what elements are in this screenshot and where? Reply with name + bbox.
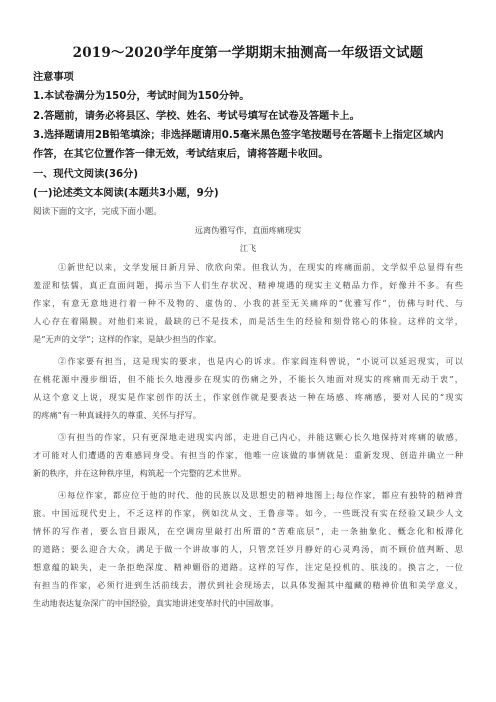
section-heading: 一、现代文阅读(36分): [33, 169, 138, 180]
notice-item-1: 1.本试卷满分为150分，考试时间为150分钟。: [33, 91, 250, 102]
paragraph-line: 生动地表达复杂深广的中国经验，真实地讲述变革时代的中国故事。: [33, 598, 279, 608]
paragraph-line: 新的秩序，并在这种秩序里，构筑起一个完整的艺术世界。: [33, 468, 246, 478]
reading-instruction: 阅读下面的文字，完成下面小题。: [33, 207, 162, 217]
notice-item-3-cont: 作答，在其它位置作答一律无效，考试结束后，请将答题卡收回。: [33, 149, 329, 160]
paragraph-line: 是“无声的文学”；这样的作家，是缺少担当的作家。: [33, 334, 222, 344]
paragraph-line: 有担当的作家，必须行进到生活前线去，潜伏到社会现场去，以具体发掘其中蕴藏的精神价值和美学意义，: [33, 580, 463, 590]
article-author: 江飞: [239, 243, 257, 253]
paragraph-line: 情怀的写作者，要么盲目跟风，在空调房里敲打出所谓的“苦难底层”，走一条抽象化、概念化和板滞化: [33, 526, 463, 536]
paragraph-line: 的疼痛”有一种真诚持久的尊重、关怀与抒写。: [33, 410, 201, 420]
page-title: 2019～2020学年度第一学期期末抽测高一年级语文试题: [72, 45, 424, 61]
paragraph-line: 作家，有意无意地进行着一种不及物的、虚伪的、小我的甚至无关痛痒的“优雅写作”，仿佛与时代、与: [33, 298, 463, 308]
subsection-heading: (一)论述类文本阅读(本题共3小题，9分): [33, 188, 219, 199]
paragraph-line: 的道路；要么迎合大众，满足于做一个讲故事的人，只管烹饪岁月静好的心灵鸡汤，而不顾价值判断、思: [33, 544, 463, 554]
paragraph-line: ④每位作家，都应位于他的时代、他的民族以及思想史的精神地图上;每位作家，都应有独特的精神背: [58, 490, 463, 500]
paragraph-line: 从这个意义上说，现实是作家创作的沃土，作家创作就是要表达一种在场感、疼痛感，要对人民的“现实: [33, 392, 463, 402]
paragraph-line: ②作家要有担当，这是现实的要求，也是内心的诉求。作家阎连科曾说，“小说可以延迟现实，可以: [58, 356, 463, 366]
paragraph-line: 才可能对人们遭遇的苦难感同身受。有担当的作家，他唯一应该做的事情就是：重新发现、创造并确立一种: [33, 450, 463, 460]
paragraph-line: ①新世纪以来，文学发展日新月异、欣欣向荣。但我认为，在现实的疼痛面前，文学似乎总显得有些: [58, 262, 463, 272]
notice-item-3: 3.选择题请用2B铅笔填涂；非选择题请用0.5毫米黑色签字笔按题号在答题卡上指定区域内: [33, 130, 444, 141]
notice-heading: 注意事项: [33, 72, 74, 83]
paragraph-line: 羞涩和怯懦，真正直面问题，揭示当下人们生存状况、精神境遇的现实主义精品力作，好像并不多。有些: [33, 280, 463, 290]
article-title: 远离伪雅写作，直面疼痛现实: [194, 225, 302, 235]
paragraph-line: 在桃花源中漫步细语，但不能长久地漫步在现实的伤痛之外，不能长久地面对现实的疼痛而无动于衷”，: [33, 374, 463, 384]
paragraph-line: 想意蕴的缺失，走一条拒绝深度、精神媚俗的道路。这样的写作，注定是投机的、肤浅的。换言之，一位: [33, 562, 463, 572]
paragraph-line: 旅。中国远现代史上，不乏这样的作家，例如沈从文、王鲁彦等。如今，一些既没有实在经验又缺少人文: [33, 508, 463, 518]
paragraph-line: ③有担当的作家，只有更深地走进现实内部，走进自己内心，并能这颗心长久地保持对疼痛的敏感，: [58, 432, 463, 442]
notice-item-2: 2.答题前，请务必将县区、学校、姓名、考试号填写在试卷及答题卡上。: [33, 111, 360, 122]
paragraph-line: 人心存在着隔膜。对他们来说，最缺的已不是技术，而是活生生的经验和刻骨铭心的体验。这样的文学，: [33, 316, 463, 326]
